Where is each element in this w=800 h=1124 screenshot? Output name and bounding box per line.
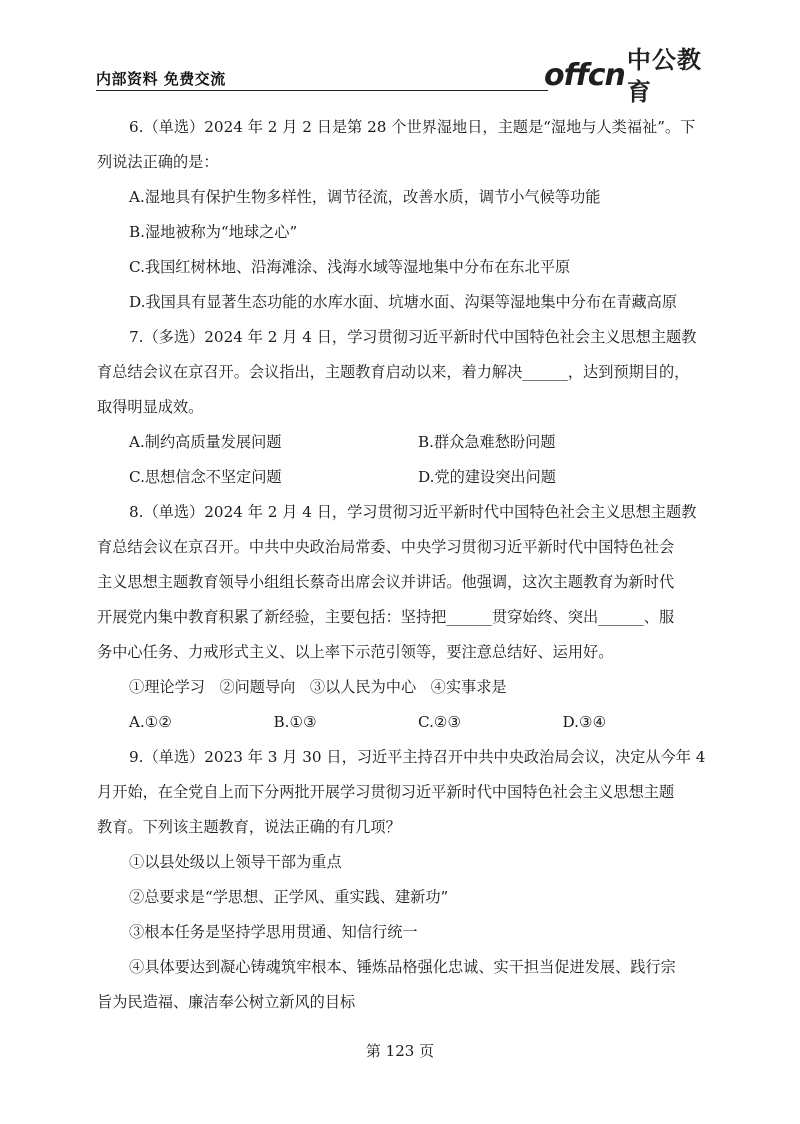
page-header [96,46,707,106]
question-9 [97,745,707,1014]
question-8-stem-line-2: 育总结会议在京召开。中共中央政治局常委、中央学习贯彻习近平新时代中国特色社会 [97,538,675,556]
question-6-option-a: A.湿地具有保护生物多样性，调节径流，改善水质，调节小气候等功能 [129,188,601,206]
question-8-option-d: D.③④ [562,713,607,731]
question-7-option-c: C.思想信念不坚定问题 [129,468,282,486]
question-9-stem-line-1: 9.（单选）2023 年 3 月 30 日，习近平主持召开中共中央政治局会议，决定从今年 4 [129,748,706,766]
logo-mark: offcn [544,58,625,93]
question-7-option-a: A.制约高质量发展问题 [129,433,282,451]
question-7-option-b: B.群众急难愁盼问题 [418,433,556,451]
question-8-stem-line-4: 开展党内集中教育积累了新经验，主要包括：坚持把______贯穿始终、突出______、服 [97,608,675,626]
question-8-items: ①理论学习 ②问题导向 ③以人民为中心 ④实事求是 [129,678,507,696]
question-6-stem-line-2: 列说法正确的是： [97,153,219,171]
question-9-stem-line-3: 教育。下列该主题教育，说法正确的有几项？ [97,818,401,836]
question-8-options-row [97,710,707,734]
page-body [97,115,707,1014]
question-7-option-d: D.党的建设突出问题 [418,468,556,486]
question-7-stem-line-1: 7.（多选）2024 年 2 月 4 日，学习贯彻习近平新时代中国特色社会主义思想主题教 [129,328,697,346]
question-9-item-2: ②总要求是“学思想、正学风、重实践、建新功” [129,888,449,906]
page-number: 第 123 页 [365,1042,435,1060]
question-8-stem-line-5: 务中心任务、力戒形式主义、以上率下示范引领等，要注意总结好、运用好。 [97,643,614,661]
offcn-logo [544,46,707,106]
header-divider [96,90,548,91]
question-7-stem-line-3: 取得明显成效。 [97,398,204,416]
question-8-stem-line-3: 主义思想主题教育领导小组组长蔡奇出席会议并讲话。他强调，这次主题教育为新时代 [97,573,675,591]
question-8-option-c: C.②③ [418,713,462,731]
question-9-stem-line-2: 月开始，在全党自上而下分两批开展学习贯彻习近平新时代中国特色社会主义思想主题 [97,783,675,801]
question-8-option-a: A.①② [129,713,173,731]
question-8-option-b: B.①③ [273,713,317,731]
question-9-item-4-continued: 旨为民造福、廉洁奉公树立新风的目标 [97,993,356,1011]
question-6-option-d: D.我国具有显著生态功能的水库水面、坑塘水面、沟渠等湿地集中分布在青藏高原 [129,293,678,311]
question-9-item-4: ④具体要达到凝心铸魂筑牢根本、锤炼品格强化忠诚、实干担当促进发展、践行宗 [129,958,676,976]
header-caption: 内部资料 免费交流 [96,70,226,88]
question-7-stem-line-2: 育总结会议在京召开。会议指出，主题教育启动以来，着力解决______，达到预期目的， [97,363,690,381]
question-8 [97,500,707,734]
question-6 [97,115,707,314]
question-6-option-c: C.我国红树林地、沿海滩涂、浅海水域等湿地集中分布在东北平原 [129,258,571,276]
question-6-stem-line-1: 6.（单选）2024 年 2 月 2 日是第 28 个世界湿地日，主题是“湿地与人类福祉”。下 [129,118,696,136]
question-9-item-1: ①以县处级以上领导干部为重点 [129,853,342,871]
question-8-stem-line-1: 8.（单选）2024 年 2 月 4 日，学习贯彻习近平新时代中国特色社会主义思想主题教 [129,503,697,521]
logo-text: 中公教育 [626,46,702,106]
question-7-options-row-2 [97,465,707,489]
question-7-options-row-1 [97,430,707,454]
question-9-item-3: ③根本任务是坚持学思用贯通、知信行统一 [129,923,418,941]
question-7 [97,325,707,489]
question-6-option-b: B.湿地被称为“地球之心” [129,223,298,241]
